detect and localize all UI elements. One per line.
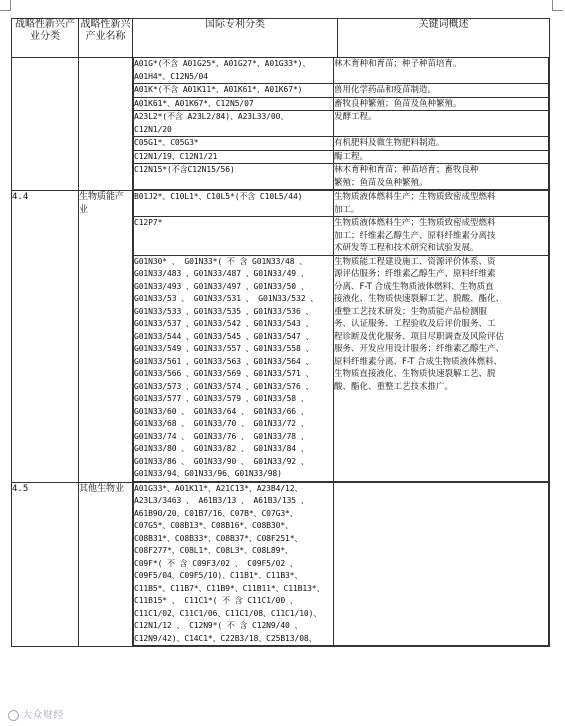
header-keywords: 关键词概述 xyxy=(338,19,550,58)
ipc-code-line: A23L2*(不含 A23L2/84)、A23L33/00、 xyxy=(134,112,289,121)
classification-row xyxy=(134,111,549,137)
ipc-code-line: G01N33/493 、G01N33/497 、G01N33/50 、 xyxy=(134,281,309,291)
section-name-4-4: 生物质能产业 xyxy=(79,191,133,483)
ipc-code-line: A01G*(不含 A01G25*、A01G27*、A01G33*)、 xyxy=(134,59,311,68)
subrow-table xyxy=(133,191,549,482)
keyword-line: 繁殖；鱼苗及鱼种繁殖。 xyxy=(334,177,428,188)
keywords-cell xyxy=(334,111,549,137)
ipc-codes-cell xyxy=(134,164,334,190)
classification-row xyxy=(134,97,549,111)
ipc-codes-cell xyxy=(134,111,334,137)
keyword-line: 有机肥料及微生物肥料制造。 xyxy=(334,138,445,148)
classification-row xyxy=(134,137,549,151)
keywords-cell xyxy=(334,150,549,164)
ipc-code-line: C08F277*、C08L1*、C08L3*、C08L89*、 xyxy=(134,546,293,555)
watermark-text: 大众财经 xyxy=(22,710,64,721)
subrow-table xyxy=(133,58,549,190)
ipc-code-line: A61B90/20、C01B7/16、C07B*、C07G3*、 xyxy=(134,508,298,518)
ipc-codes-cell xyxy=(134,217,334,256)
keywords-cell xyxy=(334,84,549,98)
ipc-code-line: A01H4*、C12N5/04 xyxy=(134,71,208,81)
keyword-line: 生物质液体燃料生产；生物质致密成型燃料 xyxy=(334,218,496,228)
keyword-line: 林木育种和育苗；种子种苗培育。 xyxy=(334,59,462,69)
ipc-code-line: G01N33/86 、 G01N33/90 、 G01N33/92 、 xyxy=(134,456,309,466)
crop-mark-top-left xyxy=(0,0,11,11)
section-row-4-5 xyxy=(12,482,550,647)
keyword-line: 酶工程。 xyxy=(334,151,369,162)
keywords-cell xyxy=(334,191,549,217)
ipc-codes-cell xyxy=(134,97,334,111)
keywords-cell xyxy=(334,164,549,190)
keyword-line: 原料纤维素分离、F-T 合成生物质液体燃料、 xyxy=(334,356,503,367)
keyword-line: 源评估服务；纤维素乙醇生产、原料纤维素 xyxy=(334,269,496,279)
subrows-cell xyxy=(133,191,550,483)
subrows-cell xyxy=(133,58,550,191)
ipc-code-line: G01N33/94、G01N33/96、G01N33/98) xyxy=(134,469,282,478)
section-code-4-4: 4.4 xyxy=(12,191,79,483)
watermark-logo-icon xyxy=(8,710,19,721)
ipc-codes-cell xyxy=(134,84,334,98)
keyword-line: 术研发等工程和技术研究和试验发展。 xyxy=(334,243,479,253)
ipc-code-line: G01N33/53 、 G01N33/531 、 G01N33/532 、 xyxy=(134,294,319,303)
keyword-line: 畜牧良种繁殖；鱼苗及鱼种繁殖。 xyxy=(334,98,462,109)
classification-row xyxy=(134,150,549,164)
keyword-line: 加工；纤维素乙醇生产、原料纤维素分离技 xyxy=(334,230,496,241)
ipc-code-line: G01N33/577 、G01N33/579 、G01N33/58 、 xyxy=(134,394,309,403)
crop-mark-top-right xyxy=(552,0,563,11)
keyword-line: 加工。 xyxy=(334,204,360,215)
ipc-code-line: C11B5*、C11B7*、C11B9*、C11B11*、C11B13*、 xyxy=(134,583,325,593)
keyword-line: 重整工艺技术研发；生物质能产品检测服 xyxy=(334,306,488,317)
ipc-code-line: C08B31*、C08B33*、C08B37*、C08F251*、 xyxy=(134,533,303,543)
ipc-code-line: A01K*(不含 A01K11*、A01K61*、A01K67*) xyxy=(134,85,303,94)
section-name-4-5: 其他生物业 xyxy=(79,482,133,647)
classification-row xyxy=(134,255,549,481)
classification-row xyxy=(134,58,549,84)
subrows-cell xyxy=(133,482,550,647)
ipc-code-line: C12P7* xyxy=(134,218,163,227)
keywords-cell xyxy=(334,97,549,111)
ipc-code-line: C12N1/20 xyxy=(134,124,172,134)
section-code-cell xyxy=(12,58,79,191)
keywords-cell xyxy=(334,137,549,151)
classification-row xyxy=(134,191,549,217)
ipc-code-line: C11B15* 、 C11C1*( 不 含 C11C1/00 、 xyxy=(134,596,298,605)
keyword-line: 分离、F-T 合成生物质液体燃料、生物质直 xyxy=(334,281,494,292)
keyword-line: 程诊断及优化服务、项目尽职调查及风险评估 xyxy=(334,331,505,342)
keyword-line: 服务、开发应用设计服务；纤维素乙醇生产、 xyxy=(334,344,505,354)
ipc-code-line: C12N1/12 、 C12N9*( 不 含 C12N9/40 、 xyxy=(134,621,303,630)
ipc-codes-cell xyxy=(134,58,334,84)
keyword-line: 兽用化学药品和疫苗制造。 xyxy=(334,85,437,95)
header-industry-code: 战略性新兴产业分类 xyxy=(12,19,79,58)
header-industry-name: 战略性新兴产业名称 xyxy=(79,19,133,58)
section-row-4-4 xyxy=(12,191,550,483)
watermark xyxy=(8,706,64,721)
ipc-code-line: A01G33*、A01K11*、A21C13*、A23B4/12、 xyxy=(134,483,303,493)
keyword-line: 林木育种和育苗；种苗培育；畜牧良种 xyxy=(334,165,479,175)
ipc-code-line: A01K61*、A01K67*、C12N5/07 xyxy=(134,98,254,108)
patent-classification-table xyxy=(11,18,550,647)
section-continued-row xyxy=(12,58,550,191)
section-name-cell xyxy=(79,58,133,191)
ipc-code-line: C12N1/19、C12N1/21 xyxy=(134,151,218,161)
ipc-code-line: C07G5*、C08B13*、C08B16*、C08B30*、 xyxy=(134,521,293,530)
ipc-codes-cell xyxy=(134,137,334,151)
ipc-code-line: G01N33/566 、G01N33/569 、G01N33/571 、 xyxy=(134,369,314,378)
ipc-codes-cell xyxy=(134,191,334,217)
table-header-row xyxy=(12,19,550,58)
ipc-code-line: G01N33/573 、G01N33/574 、G01N33/576 、 xyxy=(134,381,314,391)
ipc-code-line: C09F*( 不 含 C09F3/02 、 C09F5/02 、 xyxy=(134,558,298,568)
ipc-code-line: G01N33/561 、G01N33/563 、G01N33/564 、 xyxy=(134,356,314,366)
ipc-code-line: G01N33/74 、 G01N33/76 、 G01N33/78 、 xyxy=(134,431,309,441)
keyword-line: 务、认证服务、工程验收及后评价服务、工 xyxy=(334,319,496,329)
ipc-code-line: C11C1/02、C11C1/06、C11C1/08、C11C1/10)、 xyxy=(134,608,322,618)
ipc-codes-cell xyxy=(134,150,334,164)
subrow-table xyxy=(133,483,549,647)
keyword-line: 生物质直接液化、生物质快速裂解工艺、脱 xyxy=(334,369,496,379)
classification-row xyxy=(134,164,549,190)
ipc-codes-cell xyxy=(134,483,334,646)
ipc-code-line: G01N33/60 、 G01N33/64 、 G01N33/66 、 xyxy=(134,406,309,416)
ipc-code-line: C09F5/04、C09F5/10)、C11B1*、C11B3*、 xyxy=(134,571,303,580)
section-code-4-5: 4.5 xyxy=(12,482,79,647)
keyword-line: 酸、酯化、重整工艺技术推广。 xyxy=(334,381,454,392)
classification-row xyxy=(134,483,549,646)
ipc-code-line: G01N33/544 、G01N33/545 、G01N33/547 、 xyxy=(134,331,314,341)
keywords-cell xyxy=(334,217,549,256)
keywords-cell xyxy=(334,483,549,646)
keyword-line: 生物质液体燃料生产；生物质致密成型燃料 xyxy=(334,192,496,202)
ipc-code-line: A23L3/3463 、 A61B3/13 、 A61B3/135 、 xyxy=(134,496,309,505)
ipc-code-line: G01N30* 、 G01N33*( 不 含 G01N33/48 、 xyxy=(134,256,308,266)
ipc-code-line: G01N33/549 、G01N33/557 、G01N33/558 、 xyxy=(134,344,314,353)
ipc-code-line: C12N9/42)、C14C1*、C22B3/18、C25B13/08、 xyxy=(134,633,317,643)
ipc-code-line: G01N33/537 、G01N33/542 、G01N33/543 、 xyxy=(134,319,314,328)
keywords-cell xyxy=(334,255,549,481)
ipc-code-line: C12N15*(不含C12N15/56) xyxy=(134,165,235,174)
classification-row xyxy=(134,217,549,256)
ipc-codes-cell xyxy=(134,255,334,481)
classification-row xyxy=(134,84,549,98)
keyword-line: 发酵工程。 xyxy=(334,112,377,122)
ipc-code-line: G01N33/533 、G01N33/535 、G01N33/536 、 xyxy=(134,306,314,316)
keyword-line: 生物质能工程建设施工、资源评价体系、资 xyxy=(334,256,496,267)
ipc-code-line: G01N33/80 、 G01N33/82 、 G01N33/84 、 xyxy=(134,444,309,453)
ipc-code-line: G01N33/483 、G01N33/487 、G01N33/49 、 xyxy=(134,269,309,278)
ipc-code-line: B01J2*、C10L1*、C10L5*(不含 C10L5/44) xyxy=(134,192,303,201)
header-ipc: 国际专利分类 xyxy=(133,19,338,58)
ipc-code-line: G01N33/68 、 G01N33/70 、 G01N33/72 、 xyxy=(134,419,309,428)
ipc-code-line: C05G1*、C05G3* xyxy=(134,138,199,147)
keywords-cell xyxy=(334,58,549,84)
keyword-line: 接液化、生物质快速裂解工艺、脱酸、酯化、 xyxy=(334,294,505,304)
